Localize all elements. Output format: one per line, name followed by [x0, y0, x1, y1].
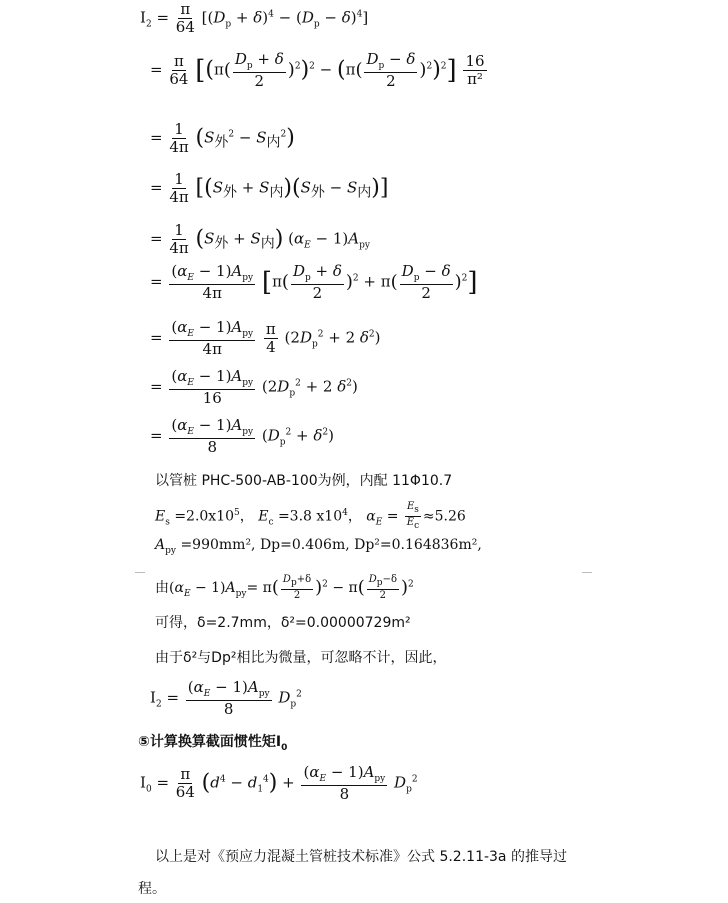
eq-i0: $I_0$ = $\frac{\pi}{64}$ $(d^4 - d_1^4)$ + $\frac{(\alpha_E - 1)A_{py}}{8}$ $D_p^2$	[140, 763, 418, 803]
section-5-heading: ⑤计算换算截面惯性矩$I_0$	[138, 734, 288, 753]
example-line-moduli: $E_s =2.0x10^5$， $E_c =3.8$ $x10^4$， $\alpha_E$ = $\frac{E_s}{E_c}$ ≈5.26	[155, 501, 466, 531]
eq-step-9: = $\frac{(\alpha_E - 1)A_{py}}{8}$ $(D_p^2 + \delta^2)$	[150, 416, 335, 456]
eq-i2-definition: $I_2$ = $\frac{\pi}{64}$ $[(D_p + \delta)^4 - (D_p - \delta)^4]$	[140, 0, 369, 36]
example-line-result: 可得，δ=2.7mm，δ²=0.00000729m²	[155, 615, 411, 631]
eq-step-8: = $\frac{(\alpha_E - 1)A_{py}}{16}$ ($2D_p^2 + 2$ $\delta^2$)	[150, 367, 358, 407]
page-edge-mark-left	[135, 572, 145, 573]
eq-step-2: = $\frac{\pi}{64}$ [(π( $\frac{D_p + \delta}{2}$ )$^2$)$^2$ − (π( $\frac{D_p - \delta}{2}$ )$^2$)$^2$] $\frac{16}{\text{π²}}$	[150, 50, 485, 90]
example-line-area: $A_{py} =990mm^2$, Dp=0.406m, Dp²=0.164836m²,	[155, 537, 482, 556]
example-line-pile: 以管桩 PHC-500-AB-100为例，内配 11Φ10.7	[155, 473, 453, 489]
example-line-negligible: 由于δ²与Dp²相比为微量，可忽略不计，因此，	[155, 650, 447, 666]
closing-paragraph-line-2: 程。	[138, 881, 166, 897]
example-line-from: 由$(\alpha_E - 1)A_{py}= \pi$( $\frac{D_p+\delta}{2}$ )$^2$ − π( $\frac{D_p-\delta}{2}$ )$^2$	[155, 574, 414, 601]
page-edge-mark-right	[582, 572, 592, 573]
closing-paragraph-line-1: 以上是对《预应力混凝土管桩技术标准》公式 5.2.11-3a 的推导过	[155, 849, 567, 865]
eq-step-5: = $\frac{1}{4\pi}$ $(S_外 + S_内) (\alpha_E - 1)A_{py}$	[150, 221, 370, 257]
frac-pi-64: $\frac{\pi}{64}$	[175, 0, 195, 36]
eq-step-4: = $\frac{1}{4\pi}$ $[(S_外 + S_内)(S_外 - S_内)]$	[150, 170, 389, 206]
eq-i2-final: $I_2$ = $\frac{(\alpha_E - 1)A_{py}}{8}$ $D_p^2$	[150, 678, 302, 718]
eq-step-3: = $\frac{1}{4\pi}$ $(S_外^2 - S_内^2)$	[150, 120, 295, 156]
eq-step-7: = $\frac{(\alpha_E - 1)A_{py}}{4\pi}$ $\frac{\pi}{4}$ ($2D_p^2 + 2$ $\delta^2$)	[150, 318, 381, 358]
eq-step-6: = $\frac{(\alpha_E - 1)A_{py}}{4\pi}$ [π( $\frac{D_p + \delta}{2}$ )$^2$ + π( $\frac{D_p - \delta}{2}$ )$^2$]	[150, 262, 478, 302]
